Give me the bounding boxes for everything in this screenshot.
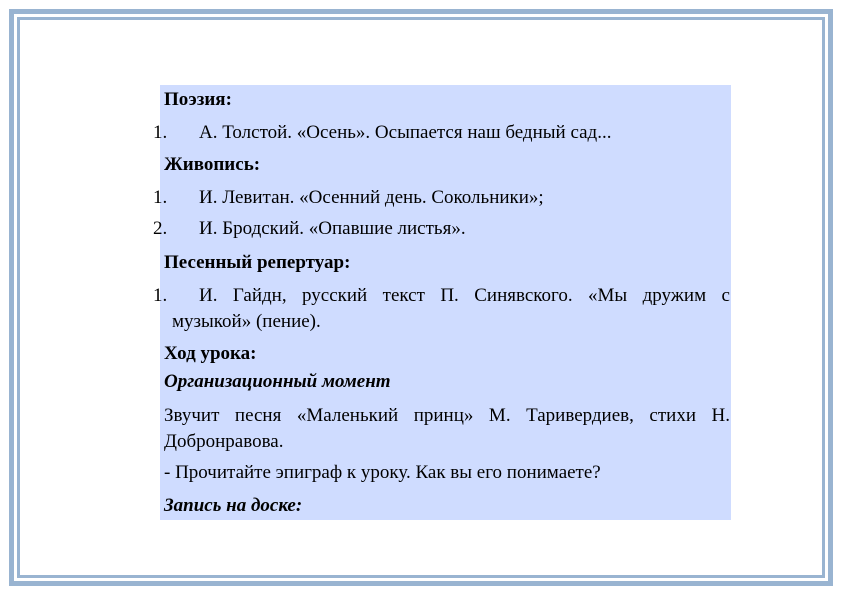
song-item-text-line2: музыкой» (пение). — [172, 311, 321, 332]
painting-heading: Живопись: — [164, 154, 261, 175]
painting-item-number: 1. — [153, 187, 168, 208]
painting-item-number: 2. — [153, 218, 168, 239]
lesson-subheading: Организационный момент — [164, 371, 391, 392]
poetry-heading: Поэзия: — [164, 89, 232, 110]
lesson-paragraph-line1: Звучит песня «Маленький принц» М. Таривердиев, стихи Н. — [164, 405, 730, 426]
song-item-text-line1: И. Гайдн, русский текст П. Синявского. «Мы дружим с — [199, 285, 730, 306]
song-item-number: 1. — [153, 285, 168, 306]
board-note-heading: Запись на доске: — [164, 495, 303, 516]
lesson-paragraph-question: - Прочитайте эпиграф к уроку. Как вы его понимаете? — [164, 462, 601, 483]
lesson-paragraph-line2: Добронравова. — [164, 431, 284, 452]
painting-item-text: И. Бродский. «Опавшие листья». — [199, 218, 466, 239]
poetry-item-text: А. Толстой. «Осень». Осыпается наш бедный сад... — [199, 122, 612, 143]
song-heading: Песенный репертуар: — [164, 252, 351, 273]
poetry-item-number: 1. — [153, 122, 168, 143]
lesson-heading: Ход урока: — [164, 343, 257, 364]
painting-item-text: И. Левитан. «Осенний день. Сокольники»; — [199, 187, 544, 208]
